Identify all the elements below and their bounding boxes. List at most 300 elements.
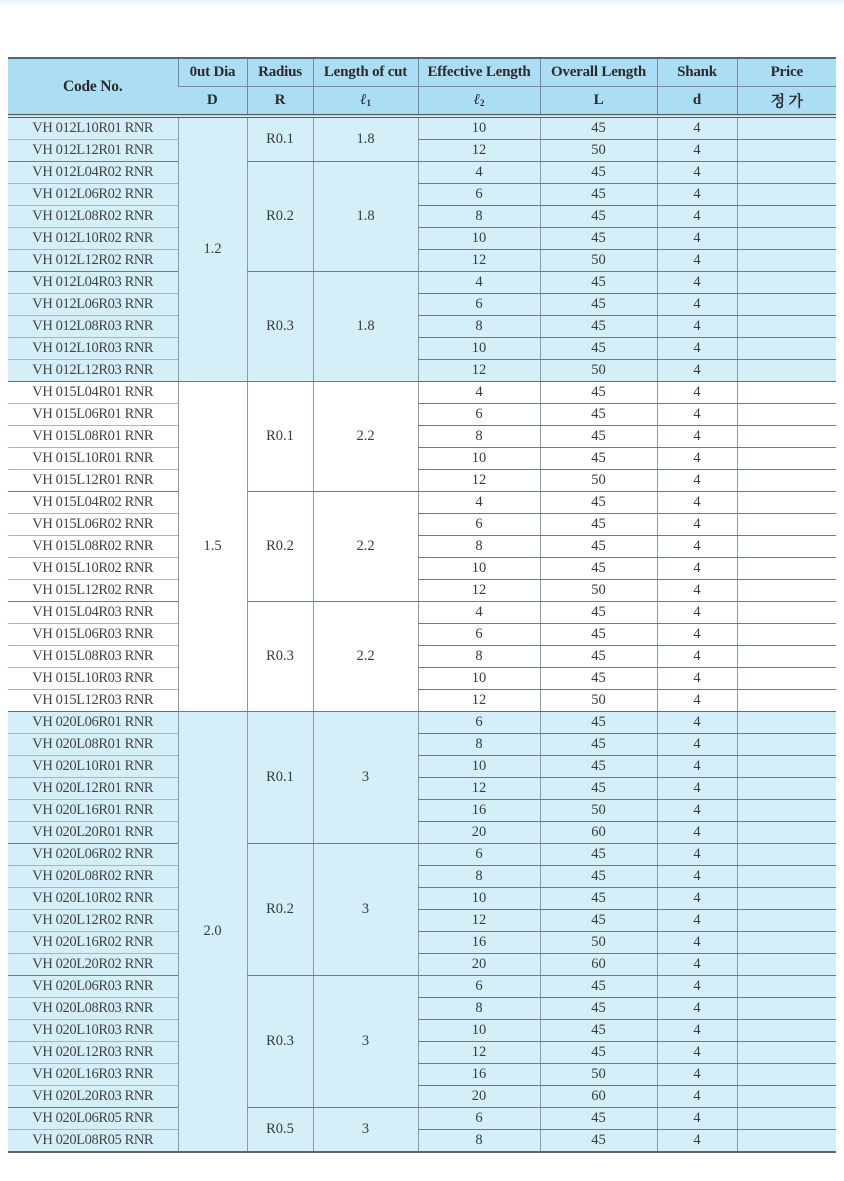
effective-length-cell: 6 <box>418 404 540 426</box>
overall-length-cell: 45 <box>540 1108 657 1130</box>
code-no-cell: VH 015L10R02 RNR <box>8 558 178 580</box>
effective-length-cell: 10 <box>418 756 540 778</box>
shank-cell: 4 <box>657 998 737 1020</box>
shank-cell: 4 <box>657 1064 737 1086</box>
effective-length-cell: 4 <box>418 602 540 624</box>
price-cell <box>737 558 836 580</box>
length-of-cut-cell: 3 <box>313 1108 418 1153</box>
effective-length-cell: 12 <box>418 360 540 382</box>
code-no-cell: VH 020L10R01 RNR <box>8 756 178 778</box>
header-price: Price <box>737 58 836 87</box>
overall-length-cell: 45 <box>540 1130 657 1153</box>
table-row <box>8 1064 836 1086</box>
price-cell <box>737 624 836 646</box>
effective-length-cell: 6 <box>418 624 540 646</box>
ell-symbol: ℓ <box>360 92 367 108</box>
effective-length-cell: 10 <box>418 888 540 910</box>
price-cell <box>737 140 836 162</box>
overall-length-cell: 45 <box>540 778 657 800</box>
code-no-cell: VH 020L12R03 RNR <box>8 1042 178 1064</box>
effective-length-cell: 8 <box>418 426 540 448</box>
shank-cell: 4 <box>657 668 737 690</box>
price-cell <box>737 116 836 140</box>
table-row <box>8 338 836 360</box>
price-cell <box>737 1020 836 1042</box>
overall-length-cell: 45 <box>540 734 657 756</box>
length-of-cut-cell: 3 <box>313 844 418 976</box>
price-cell <box>737 1064 836 1086</box>
effective-length-cell: 8 <box>418 998 540 1020</box>
price-cell <box>737 404 836 426</box>
out-dia-cell: 1.5 <box>178 382 247 712</box>
effective-length-cell: 10 <box>418 228 540 250</box>
shank-cell: 4 <box>657 1130 737 1153</box>
length-of-cut-cell: 2.2 <box>313 602 418 712</box>
code-no-cell: VH 015L10R03 RNR <box>8 668 178 690</box>
code-no-cell: VH 020L12R02 RNR <box>8 910 178 932</box>
table-row <box>8 1042 836 1064</box>
effective-length-cell: 10 <box>418 116 540 140</box>
shank-cell: 4 <box>657 492 737 514</box>
effective-length-cell: 8 <box>418 1130 540 1153</box>
top-edge-fade <box>0 0 844 6</box>
header-code-no: Code No. <box>8 58 178 116</box>
radius-cell: R0.2 <box>247 844 313 976</box>
header-length-of-cut: Length of cut <box>313 58 418 87</box>
shank-cell: 4 <box>657 734 737 756</box>
effective-length-cell: 10 <box>418 558 540 580</box>
table-row <box>8 140 836 162</box>
code-no-cell: VH 020L12R01 RNR <box>8 778 178 800</box>
code-no-cell: VH 015L06R01 RNR <box>8 404 178 426</box>
overall-length-cell: 45 <box>540 1020 657 1042</box>
overall-length-cell: 45 <box>540 866 657 888</box>
code-no-cell: VH 020L08R03 RNR <box>8 998 178 1020</box>
shank-cell: 4 <box>657 954 737 976</box>
shank-cell: 4 <box>657 338 737 360</box>
effective-length-cell: 10 <box>418 668 540 690</box>
code-no-cell: VH 015L10R01 RNR <box>8 448 178 470</box>
effective-length-cell: 10 <box>418 1020 540 1042</box>
code-no-cell: VH 012L06R02 RNR <box>8 184 178 206</box>
table-row <box>8 822 836 844</box>
shank-cell: 4 <box>657 580 737 602</box>
header-symbol-d-upper: D <box>178 87 247 117</box>
effective-length-cell: 12 <box>418 470 540 492</box>
code-no-cell: VH 020L20R03 RNR <box>8 1086 178 1108</box>
radius-cell: R0.2 <box>247 492 313 602</box>
table-row <box>8 580 836 602</box>
code-no-cell: VH 020L10R02 RNR <box>8 888 178 910</box>
effective-length-cell: 4 <box>418 162 540 184</box>
code-no-cell: VH 020L06R05 RNR <box>8 1108 178 1130</box>
price-cell <box>737 382 836 404</box>
table-row <box>8 360 836 382</box>
effective-length-cell: 12 <box>418 910 540 932</box>
table-row <box>8 492 836 514</box>
code-no-cell: VH 015L04R03 RNR <box>8 602 178 624</box>
code-no-cell: VH 020L16R01 RNR <box>8 800 178 822</box>
code-no-cell: VH 012L10R03 RNR <box>8 338 178 360</box>
header-symbol-l-upper: L <box>540 87 657 117</box>
shank-cell: 4 <box>657 426 737 448</box>
overall-length-cell: 45 <box>540 910 657 932</box>
overall-length-cell: 50 <box>540 250 657 272</box>
shank-cell: 4 <box>657 404 737 426</box>
shank-cell: 4 <box>657 250 737 272</box>
code-no-cell: VH 015L08R03 RNR <box>8 646 178 668</box>
radius-cell: R0.3 <box>247 976 313 1108</box>
table-row <box>8 646 836 668</box>
out-dia-cell: 1.2 <box>178 116 247 382</box>
overall-length-cell: 50 <box>540 800 657 822</box>
table-row <box>8 470 836 492</box>
effective-length-cell: 8 <box>418 866 540 888</box>
price-cell <box>737 536 836 558</box>
code-no-cell: VH 012L04R02 RNR <box>8 162 178 184</box>
overall-length-cell: 45 <box>540 646 657 668</box>
shank-cell: 4 <box>657 778 737 800</box>
effective-length-cell: 16 <box>418 1064 540 1086</box>
table-row <box>8 382 836 404</box>
header-price-korean: 정 가 <box>737 87 836 117</box>
price-cell <box>737 712 836 734</box>
effective-length-cell: 12 <box>418 778 540 800</box>
subscript: 2 <box>479 98 485 108</box>
table-row <box>8 976 836 998</box>
effective-length-cell: 12 <box>418 690 540 712</box>
overall-length-cell: 45 <box>540 492 657 514</box>
price-cell <box>737 602 836 624</box>
price-cell <box>737 184 836 206</box>
radius-cell: R0.1 <box>247 116 313 162</box>
shank-cell: 4 <box>657 316 737 338</box>
header-symbol-l2 <box>418 87 540 117</box>
header-out-dia: 0ut Dia <box>178 58 247 87</box>
shank-cell: 4 <box>657 514 737 536</box>
table-row <box>8 184 836 206</box>
code-no-cell: VH 012L10R02 RNR <box>8 228 178 250</box>
effective-length-cell: 8 <box>418 646 540 668</box>
price-cell <box>737 1042 836 1064</box>
shank-cell: 4 <box>657 888 737 910</box>
overall-length-cell: 45 <box>540 206 657 228</box>
price-cell <box>737 866 836 888</box>
price-cell <box>737 954 836 976</box>
table-row <box>8 756 836 778</box>
price-cell <box>737 1086 836 1108</box>
effective-length-cell: 6 <box>418 976 540 998</box>
shank-cell: 4 <box>657 712 737 734</box>
overall-length-cell: 45 <box>540 998 657 1020</box>
overall-length-cell: 45 <box>540 228 657 250</box>
table-row <box>8 932 836 954</box>
shank-cell: 4 <box>657 844 737 866</box>
overall-length-cell: 45 <box>540 844 657 866</box>
price-cell <box>737 690 836 712</box>
table-row <box>8 206 836 228</box>
price-cell <box>737 756 836 778</box>
radius-cell: R0.1 <box>247 382 313 492</box>
overall-length-cell: 45 <box>540 756 657 778</box>
overall-length-cell: 45 <box>540 272 657 294</box>
code-no-cell: VH 020L06R03 RNR <box>8 976 178 998</box>
radius-cell: R0.3 <box>247 272 313 382</box>
code-no-cell: VH 015L12R01 RNR <box>8 470 178 492</box>
length-of-cut-cell: 2.2 <box>313 492 418 602</box>
overall-length-cell: 45 <box>540 426 657 448</box>
price-cell <box>737 976 836 998</box>
price-cell <box>737 250 836 272</box>
shank-cell: 4 <box>657 140 737 162</box>
overall-length-cell: 60 <box>540 822 657 844</box>
price-cell <box>737 844 836 866</box>
length-of-cut-cell: 1.8 <box>313 116 418 162</box>
shank-cell: 4 <box>657 162 737 184</box>
price-cell <box>737 448 836 470</box>
shank-cell: 4 <box>657 910 737 932</box>
table-row <box>8 558 836 580</box>
shank-cell: 4 <box>657 272 737 294</box>
header-effective-length: Effective Length <box>418 58 540 87</box>
shank-cell: 4 <box>657 624 737 646</box>
overall-length-cell: 45 <box>540 712 657 734</box>
shank-cell: 4 <box>657 690 737 712</box>
price-cell <box>737 228 836 250</box>
shank-cell: 4 <box>657 976 737 998</box>
table-row <box>8 294 836 316</box>
price-cell <box>737 800 836 822</box>
price-cell <box>737 294 836 316</box>
code-no-cell: VH 012L04R03 RNR <box>8 272 178 294</box>
table-row <box>8 668 836 690</box>
table-row <box>8 844 836 866</box>
price-cell <box>737 668 836 690</box>
overall-length-cell: 45 <box>540 668 657 690</box>
shank-cell: 4 <box>657 932 737 954</box>
code-no-cell: VH 012L08R03 RNR <box>8 316 178 338</box>
out-dia-cell: 2.0 <box>178 712 247 1153</box>
effective-length-cell: 4 <box>418 272 540 294</box>
shank-cell: 4 <box>657 116 737 140</box>
table-row <box>8 624 836 646</box>
code-no-cell: VH 015L12R03 RNR <box>8 690 178 712</box>
overall-length-cell: 45 <box>540 976 657 998</box>
effective-length-cell: 8 <box>418 734 540 756</box>
code-no-cell: VH 020L06R01 RNR <box>8 712 178 734</box>
length-of-cut-cell: 1.8 <box>313 272 418 382</box>
shank-cell: 4 <box>657 602 737 624</box>
overall-length-cell: 45 <box>540 338 657 360</box>
code-no-cell: VH 015L08R02 RNR <box>8 536 178 558</box>
table-row <box>8 316 836 338</box>
shank-cell: 4 <box>657 470 737 492</box>
table-row <box>8 250 836 272</box>
header-symbol-l1 <box>313 87 418 117</box>
effective-length-cell: 6 <box>418 844 540 866</box>
shank-cell: 4 <box>657 800 737 822</box>
overall-length-cell: 45 <box>540 162 657 184</box>
table-row <box>8 734 836 756</box>
shank-cell: 4 <box>657 382 737 404</box>
code-no-cell: VH 015L04R01 RNR <box>8 382 178 404</box>
table-header <box>8 58 836 116</box>
overall-length-cell: 50 <box>540 690 657 712</box>
overall-length-cell: 45 <box>540 294 657 316</box>
shank-cell: 4 <box>657 228 737 250</box>
length-of-cut-cell: 1.8 <box>313 162 418 272</box>
header-overall-length: Overall Length <box>540 58 657 87</box>
shank-cell: 4 <box>657 360 737 382</box>
price-cell <box>737 492 836 514</box>
price-cell <box>737 514 836 536</box>
price-cell <box>737 778 836 800</box>
effective-length-cell: 12 <box>418 250 540 272</box>
code-no-cell: VH 015L12R02 RNR <box>8 580 178 602</box>
length-of-cut-cell: 2.2 <box>313 382 418 492</box>
code-no-cell: VH 015L06R02 RNR <box>8 514 178 536</box>
overall-length-cell: 45 <box>540 514 657 536</box>
table-row <box>8 404 836 426</box>
overall-length-cell: 50 <box>540 580 657 602</box>
length-of-cut-cell: 3 <box>313 712 418 844</box>
code-no-cell: VH 015L08R01 RNR <box>8 426 178 448</box>
code-no-cell: VH 020L08R05 RNR <box>8 1130 178 1153</box>
shank-cell: 4 <box>657 206 737 228</box>
effective-length-cell: 6 <box>418 184 540 206</box>
shank-cell: 4 <box>657 1020 737 1042</box>
effective-length-cell: 10 <box>418 448 540 470</box>
overall-length-cell: 60 <box>540 954 657 976</box>
table-row <box>8 448 836 470</box>
effective-length-cell: 6 <box>418 712 540 734</box>
radius-cell: R0.1 <box>247 712 313 844</box>
overall-length-cell: 50 <box>540 470 657 492</box>
shank-cell: 4 <box>657 866 737 888</box>
table-row <box>8 272 836 294</box>
effective-length-cell: 8 <box>418 536 540 558</box>
shank-cell: 4 <box>657 756 737 778</box>
price-cell <box>737 470 836 492</box>
code-no-cell: VH 020L20R01 RNR <box>8 822 178 844</box>
effective-length-cell: 20 <box>418 954 540 976</box>
shank-cell: 4 <box>657 448 737 470</box>
radius-cell: R0.2 <box>247 162 313 272</box>
code-no-cell: VH 020L08R01 RNR <box>8 734 178 756</box>
effective-length-cell: 12 <box>418 140 540 162</box>
price-cell <box>737 888 836 910</box>
code-no-cell: VH 012L12R02 RNR <box>8 250 178 272</box>
code-no-cell: VH 020L16R02 RNR <box>8 932 178 954</box>
code-no-cell: VH 020L10R03 RNR <box>8 1020 178 1042</box>
table-row <box>8 162 836 184</box>
table-row <box>8 426 836 448</box>
effective-length-cell: 10 <box>418 338 540 360</box>
shank-cell: 4 <box>657 1086 737 1108</box>
radius-cell: R0.3 <box>247 602 313 712</box>
overall-length-cell: 45 <box>540 602 657 624</box>
code-no-cell: VH 012L06R03 RNR <box>8 294 178 316</box>
overall-length-cell: 45 <box>540 316 657 338</box>
table-row <box>8 888 836 910</box>
overall-length-cell: 45 <box>540 184 657 206</box>
header-symbol-r: R <box>247 87 313 117</box>
effective-length-cell: 16 <box>418 800 540 822</box>
table-row <box>8 1020 836 1042</box>
code-no-cell: VH 012L12R01 RNR <box>8 140 178 162</box>
effective-length-cell: 12 <box>418 580 540 602</box>
table-row <box>8 1086 836 1108</box>
effective-length-cell: 8 <box>418 316 540 338</box>
price-cell <box>737 206 836 228</box>
price-cell <box>737 580 836 602</box>
overall-length-cell: 50 <box>540 360 657 382</box>
code-no-cell: VH 020L06R02 RNR <box>8 844 178 866</box>
table-row <box>8 998 836 1020</box>
overall-length-cell: 45 <box>540 536 657 558</box>
price-cell <box>737 998 836 1020</box>
effective-length-cell: 12 <box>418 1042 540 1064</box>
effective-length-cell: 20 <box>418 1086 540 1108</box>
code-no-cell: VH 012L12R03 RNR <box>8 360 178 382</box>
ell-symbol: ℓ <box>473 92 480 108</box>
overall-length-cell: 45 <box>540 888 657 910</box>
table-row <box>8 536 836 558</box>
price-cell <box>737 734 836 756</box>
price-cell <box>737 162 836 184</box>
code-no-cell: VH 012L10R01 RNR <box>8 116 178 140</box>
overall-length-cell: 50 <box>540 1064 657 1086</box>
price-cell <box>737 360 836 382</box>
table-row <box>8 228 836 250</box>
effective-length-cell: 20 <box>418 822 540 844</box>
price-cell <box>737 316 836 338</box>
shank-cell: 4 <box>657 536 737 558</box>
table-row <box>8 602 836 624</box>
overall-length-cell: 45 <box>540 116 657 140</box>
table-row <box>8 954 836 976</box>
length-of-cut-cell: 3 <box>313 976 418 1108</box>
effective-length-cell: 4 <box>418 492 540 514</box>
shank-cell: 4 <box>657 1108 737 1130</box>
code-no-cell: VH 015L06R03 RNR <box>8 624 178 646</box>
effective-length-cell: 8 <box>418 206 540 228</box>
table-row <box>8 1130 836 1153</box>
overall-length-cell: 45 <box>540 382 657 404</box>
table-row <box>8 514 836 536</box>
table-row <box>8 1108 836 1130</box>
table-row <box>8 778 836 800</box>
code-no-cell: VH 020L20R02 RNR <box>8 954 178 976</box>
shank-cell: 4 <box>657 558 737 580</box>
shank-cell: 4 <box>657 1042 737 1064</box>
shank-cell: 4 <box>657 646 737 668</box>
table-body <box>8 116 836 1152</box>
overall-length-cell: 45 <box>540 448 657 470</box>
price-cell <box>737 1130 836 1153</box>
overall-length-cell: 45 <box>540 404 657 426</box>
code-no-cell: VH 020L16R03 RNR <box>8 1064 178 1086</box>
effective-length-cell: 6 <box>418 294 540 316</box>
code-no-cell: VH 020L08R02 RNR <box>8 866 178 888</box>
price-cell <box>737 338 836 360</box>
table-row <box>8 690 836 712</box>
product-spec-table <box>8 57 836 1153</box>
overall-length-cell: 45 <box>540 558 657 580</box>
price-cell <box>737 910 836 932</box>
effective-length-cell: 6 <box>418 514 540 536</box>
header-radius: Radius <box>247 58 313 87</box>
